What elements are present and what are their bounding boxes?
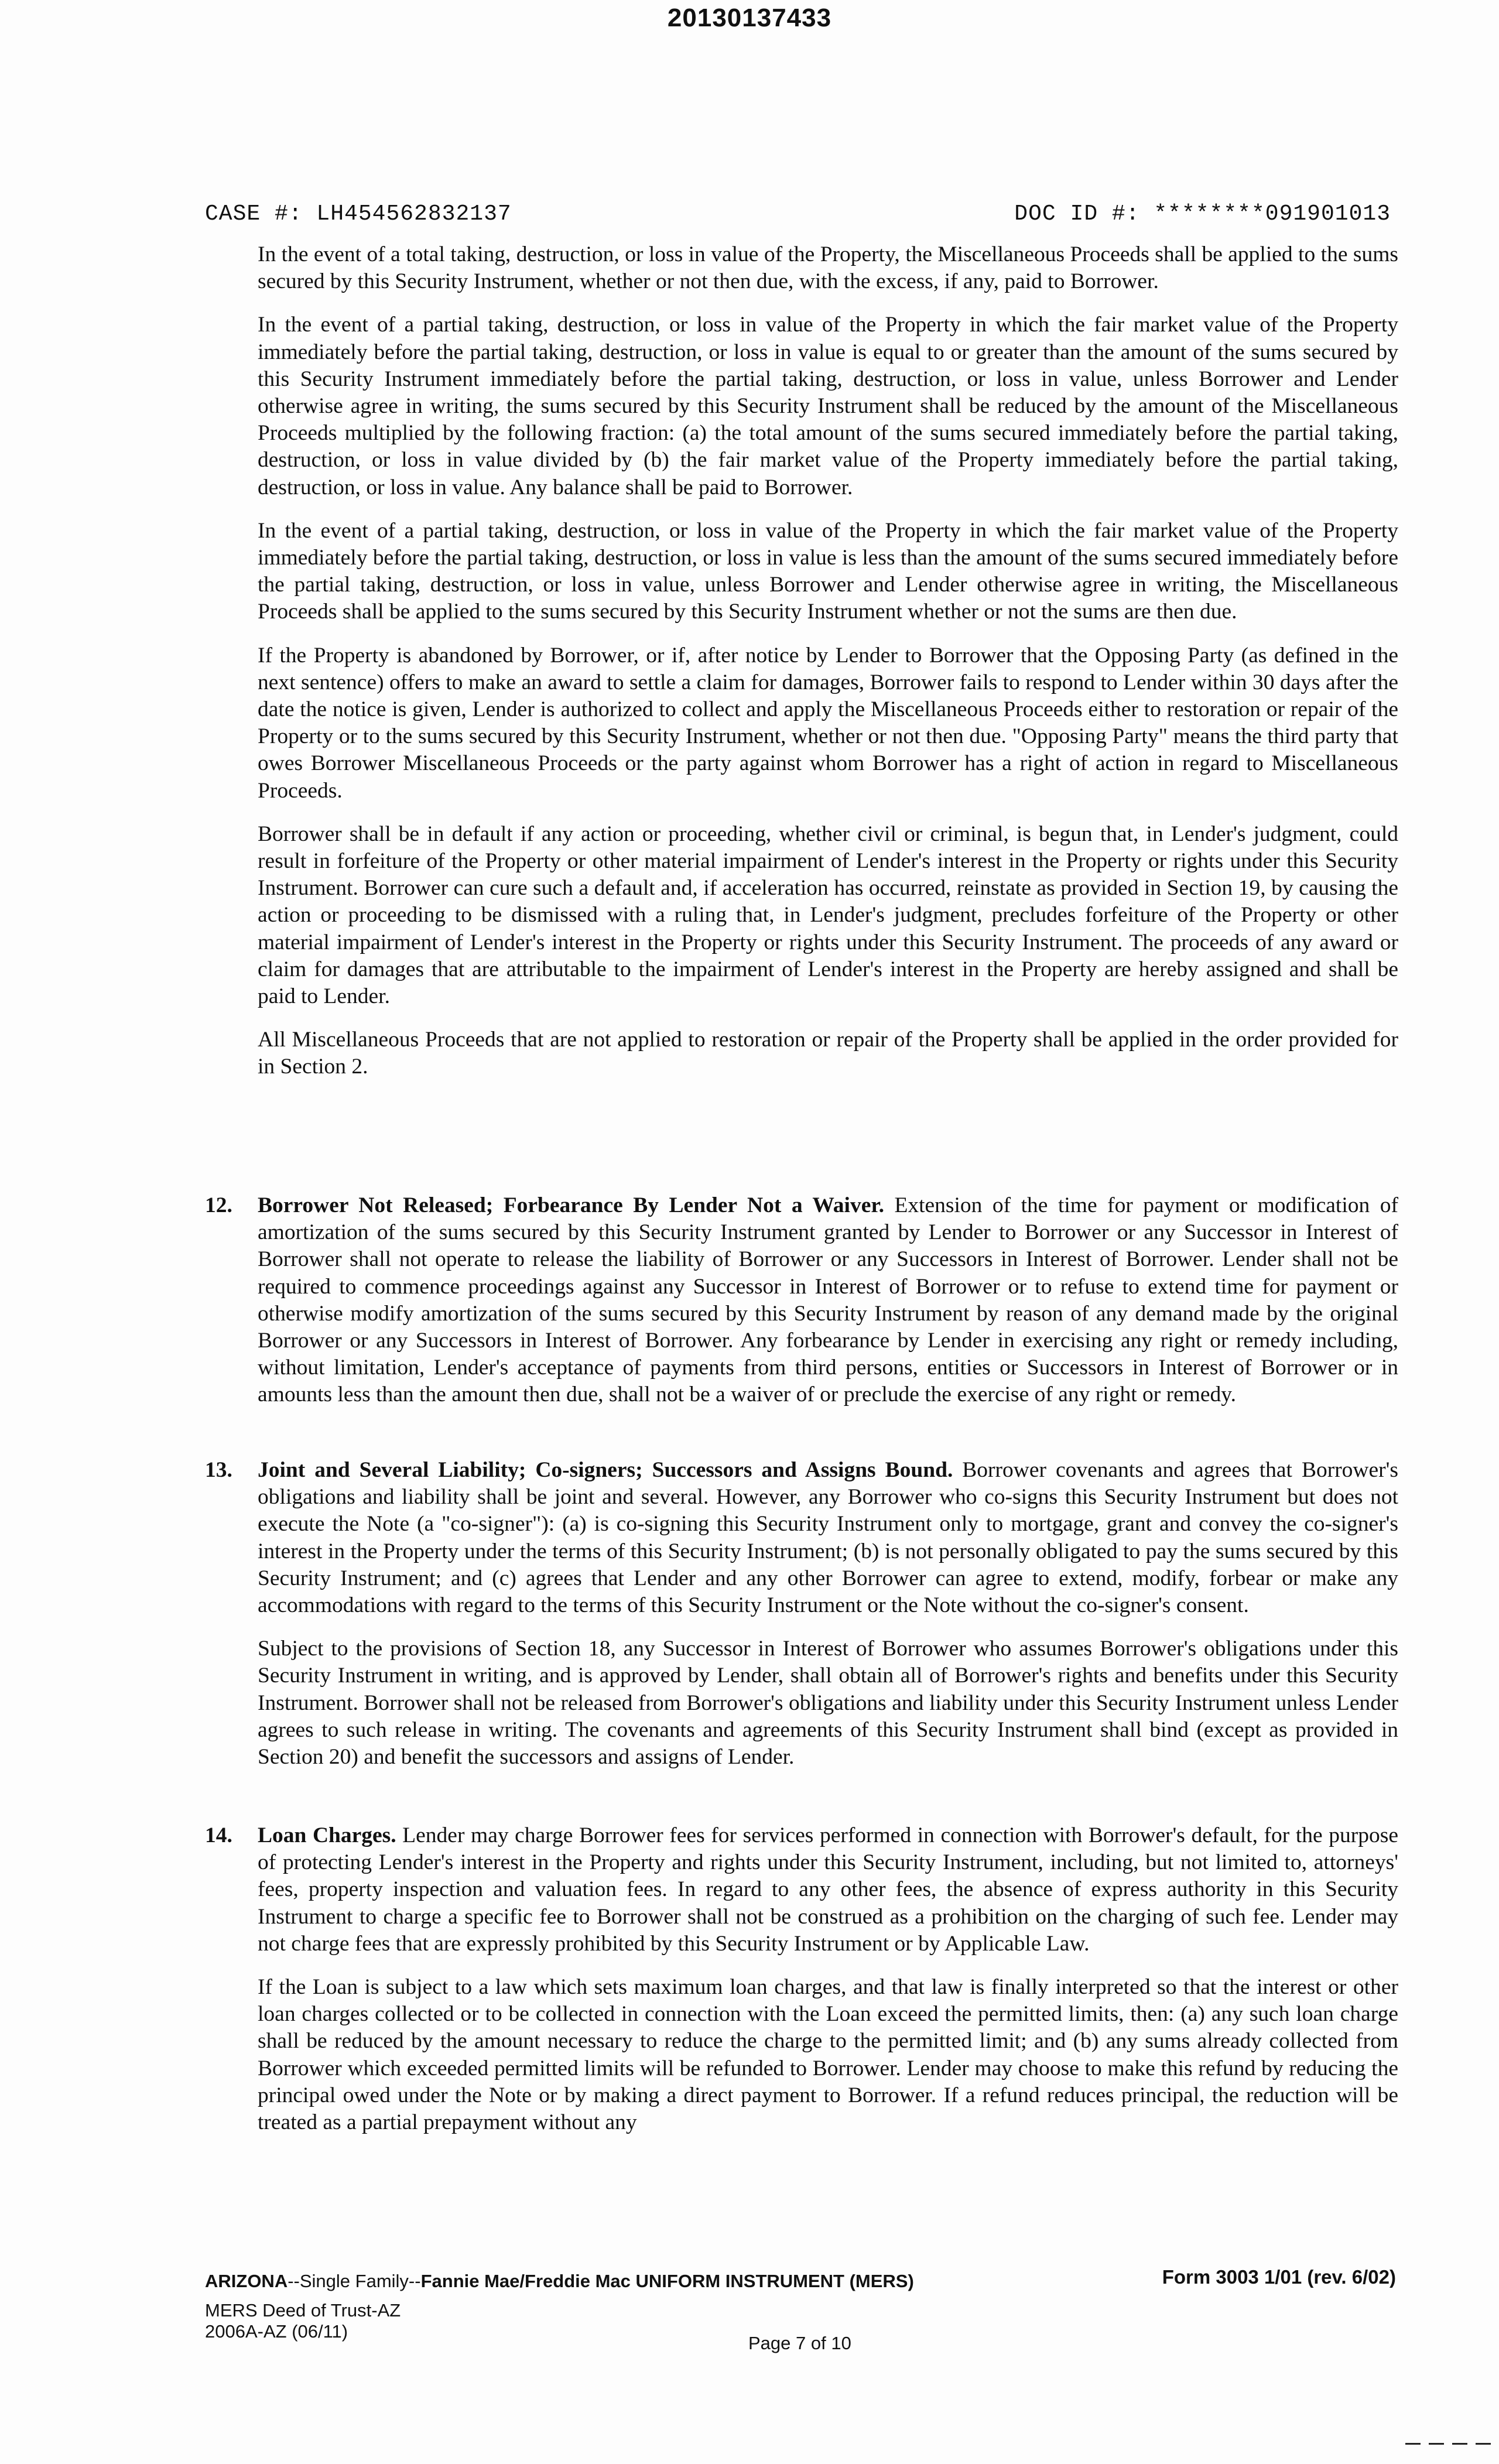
- section-14: [205, 1822, 1398, 2152]
- section-text: Lender may charge Borrower fees for services performed in connection with Borrower's default, for the purpose of protecting Lender's interest in the Property and rights under this Security Instrument, including, but not limited to, attorneys' fees, property inspection and valuation fees. In regard to any other fees, the absence of express authority in this Security Instrument to charge a specific fee to Borrower shall not be construed as a prohibition on the charging of such fee. Lender may not charge fees that are expressly prohibited by this Security Instrument or by Applicable Law.: [258, 1823, 1398, 1956]
- section-text: Extension of the time for payment or modification of amortization of the sums secured by this Security Instrument granted by Lender to Borrower or any Successor in Interest of Borrower shall not operate to release the liability of Borrower or any Successors in Interest of Borrower. Lender shall not be required to commence proceedings against any Successor in Interest of Borrower or to refuse to extend time for payment or otherwise modify amortization of the sums secured by this Security Instrument by reason of any demand made by the original Borrower or any Successors in Interest of Borrower. Any forbearance by Lender in exercising any right or remedy including, without limitation, Lender's acceptance of payments from third persons, entities or Successors in Interest of Borrower or in amounts less than the amount then due, shall not be a waiver of or preclude the exercise of any right or remedy.: [258, 1193, 1398, 1407]
- footer-form-number: Form 3003 1/01 (rev. 6/02): [1162, 2266, 1396, 2288]
- footer-mers-info: [205, 2300, 401, 2342]
- page-number: Page 7 of 10: [748, 2333, 851, 2353]
- paragraph: In the event of a partial taking, destruction, or loss in value of the Property in which the fair market value of the Property immediately before the partial taking, destruction, or loss in value is less than the amount of the sums secured immediately before the partial taking, destruction, or loss in value, unless Borrower and Lender otherwise agree in writing, the Miscellaneous Proceeds shall be applied to the sums secured by this Security Instrument whether or not the sums are then due.: [258, 518, 1398, 624]
- section-text: Borrower covenants and agrees that Borrower's obligations and liability shall be joint and several. However, any Borrower who co-signs this Security Instrument but does not execute the Note (a "co-signer"): (a) is co-signing this Security Instrument only to mortgage, grant and convey the co-signer's interest in the Property under the terms of this Security Instrument; (b) is not personally obligated to pay the sums secured by this Security Instrument; and (c) agrees that Lender and any other Borrower can agree to extend, modify, forbear or make any accommodations with regard to the terms of this Security Instrument or the Note without the co-signer's consent.: [258, 1458, 1398, 1618]
- section-number: 12.: [205, 1193, 232, 1217]
- section-paragraph: If the Loan is subject to a law which sets maximum loan charges, and that law is finally interpreted so that the interest or other loan charges collected or to be collected in connection with the Loan exceed the permitted limits, then: (a) any such loan charge shall be reduced by the amount necessary to reduce the charge to the permitted limit; and (b) any sums already collected from Borrower which exceeded permitted limits will be refunded to Borrower. Lender may choose to make this refund by reducing the principal owed under the Note or by making a direct payment to Borrower. If a refund reduces principal, the reduction will be treated as a partial prepayment without any: [258, 1975, 1398, 2135]
- section-paragraph: [258, 1457, 1398, 1619]
- scan-mark: [1452, 2443, 1467, 2445]
- scan-mark: [1429, 2443, 1444, 2445]
- footer-form-title: [205, 2271, 914, 2292]
- section-number: 14.: [205, 1823, 232, 1847]
- paragraph: In the event of a total taking, destruction, or loss in value of the Property, the Miscellaneous Proceeds shall be applied to the sums secured by this Security Instrument, whether or not then due, with the excess, if any, paid to Borrower.: [258, 242, 1398, 294]
- footer-family: --Single Family--: [288, 2271, 421, 2291]
- section-13: [205, 1457, 1398, 1787]
- scan-mark: [1476, 2443, 1491, 2445]
- footer-instrument-title: Fannie Mae/Freddie Mac UNIFORM INSTRUMENT (MERS): [420, 2271, 914, 2291]
- footer-mers-line: 2006A-AZ (06/11): [205, 2321, 348, 2342]
- footer-state: ARIZONA: [205, 2271, 288, 2291]
- section-heading: Joint and Several Liability; Co-signers; Successors and Assigns Bound.: [258, 1458, 953, 1482]
- section-paragraph: Subject to the provisions of Section 18, any Successor in Interest of Borrower who assumes Borrower's obligations under this Security Instrument in writing, and is approved by Lender, shall obtain all of Borrower's rights and benefits under this Security Instrument. Borrower shall not be released from Borrower's obligations and liability under this Security Instrument unless Lender agrees to such release in writing. The covenants and agreements of this Security Instrument shall bind (except as provided in Section 20) and benefit the successors and assigns of Lender.: [258, 1637, 1398, 1770]
- section-paragraph: [258, 1822, 1398, 1957]
- paragraph: All Miscellaneous Proceeds that are not applied to restoration or repair of the Property shall be applied in the order provided for in Section 2.: [258, 1028, 1398, 1079]
- scan-mark: [1405, 2443, 1421, 2445]
- paragraph: If the Property is abandoned by Borrower, or if, after notice by Lender to Borrower that the Opposing Party (as defined in the next sentence) offers to make an award to settle a claim for damages, Borrower fails to respond to Lender within 30 days after the date the notice is given, Lender is authorized to collect and apply the Miscellaneous Proceeds either to restoration or repair of the Property or to the sums secured by this Security Instrument, whether or not then due. "Opposing Party" means the third party that owes Borrower Miscellaneous Proceeds or the party against whom Borrower has a right of action in regard to Miscellaneous Proceeds.: [258, 643, 1398, 803]
- doc-id: DOC ID #: ********091901013: [1014, 201, 1391, 227]
- paragraph: Borrower shall be in default if any action or proceeding, whether civil or criminal, is begun that, in Lender's judgment, could result in forfeiture of the Property or other material impairment of Lender's interest in the Property or rights under this Security Instrument. Borrower can cure such a default and, if acceleration has occurred, reinstate as provided in Section 19, by causing the action or proceeding to be dismissed with a ruling that, in Lender's judgment, precludes forfeiture of the Property or other material impairment of Lender's interest in the Property or rights under this Security Instrument. The proceeds of any award or claim for damages that are attributable to the impairment of Lender's interest in the Property are hereby assigned and shall be paid to Lender.: [258, 822, 1398, 1009]
- section-number: 13.: [205, 1458, 232, 1482]
- recording-number: 20130137433: [667, 4, 832, 32]
- paragraph: In the event of a partial taking, destruction, or loss in value of the Property in which the fair market value of the Property immediately before the partial taking, destruction, or loss in value is equal to or greater than the amount of the sums secured by this Security Instrument immediately before the partial taking, destruction, or loss in value, unless Borrower and Lender otherwise agree in writing, the sums secured by this Security Instrument shall be reduced by the amount of the Miscellaneous Proceeds multiplied by the following fraction: (a) the total amount of the sums secured immediately before the partial taking, destruction, or loss in value divided by (b) the fair market value of the Property immediately before the partial taking, destruction, or loss in value. Any balance shall be paid to Borrower.: [258, 313, 1398, 499]
- section-12: [205, 1192, 1398, 1425]
- section-heading: Loan Charges.: [258, 1823, 396, 1847]
- section-paragraph: [258, 1192, 1398, 1409]
- section-heading: Borrower Not Released; Forbearance By Lender Not a Waiver.: [258, 1193, 884, 1217]
- case-number: CASE #: LH454562832137: [205, 201, 512, 227]
- section-11-continuation: [258, 241, 1398, 1097]
- footer-mers-line: MERS Deed of Trust-AZ: [205, 2300, 401, 2321]
